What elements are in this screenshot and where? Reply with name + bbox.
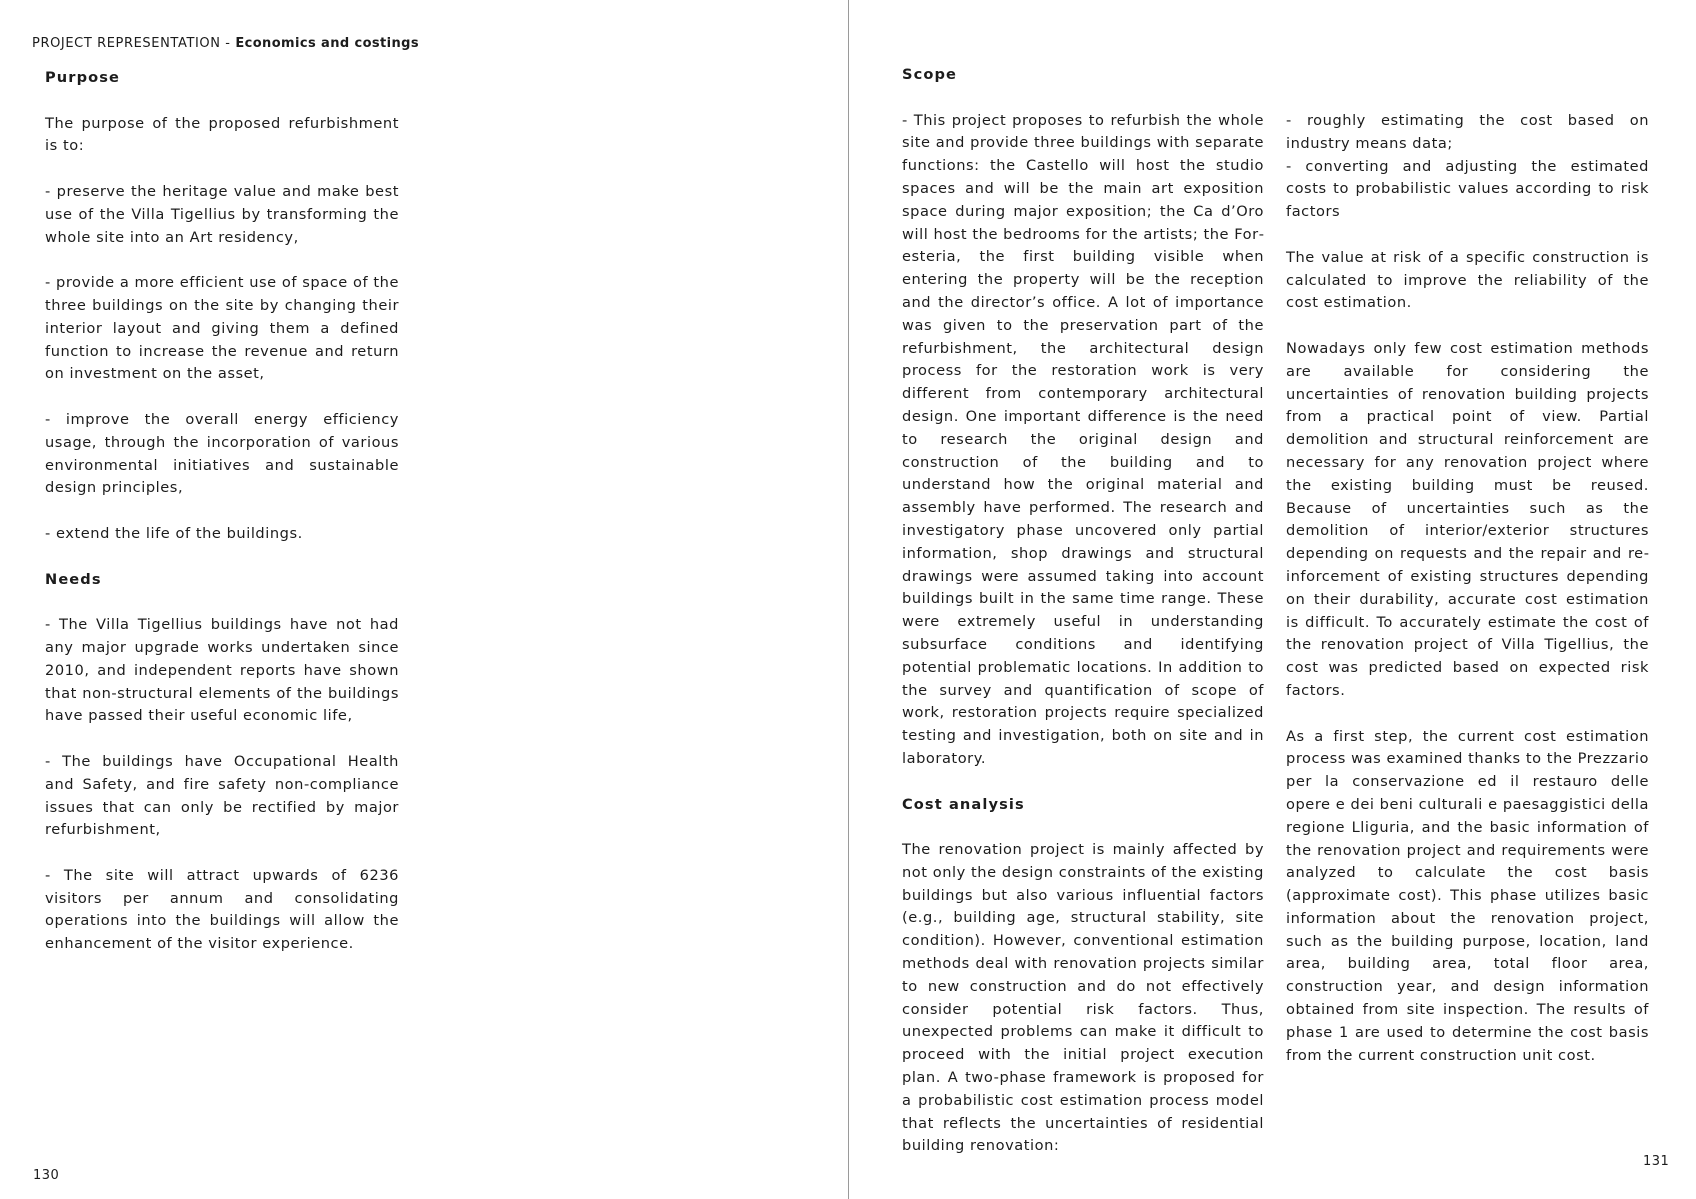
page-number-right: 131 — [1643, 1154, 1670, 1169]
right-page-column-one — [902, 64, 1264, 1158]
cost-analysis-paragraph: Nowadays only few cost estimation methods are available for considering the uncertainties of renovation building projects from a practical point of view. Partial demolition and structural reinforcement are necessary for any renovation project where the existing building must be reused. Because of uncertainties such as the demolition of interior/exterior structures depending on requests and the repair and reinforcement of existing structures depending on their durability, accurate cost estimation is difficult. To accurately estimate the cost of the renovation project of Villa Tigellius, the cost was predicted based on expected risk factors. — [1286, 339, 1649, 699]
cost-analysis-paragraph: The value at risk of a specific construction is calculated to improve the reliability of the cost estimation. — [1286, 248, 1649, 312]
left-page-column — [45, 67, 399, 956]
purpose-paragraph: - preserve the heritage value and make best use of the Villa Tigellius by transforming the whole site into an Art residency, — [45, 182, 399, 246]
purpose-paragraph: The purpose of the proposed refurbishment is to: — [45, 114, 399, 155]
cost-analysis-paragraph: The renovation project is mainly affected by not only the design constraints of the existing buildings but also various influential factors (e.g., building age, structural stability, site condition). However, conventional estimation methods deal with renovation projects similar to new construction and do not effectively consider potential risk factors. Thus, unexpected problems can make it difficult to proceed with the initial project execution plan. A two-phase framework is proposed for a probabilistic cost estimation process model that reflects the uncertainties of residential building renovation: — [902, 841, 1264, 1155]
scope-paragraph: - This project proposes to refurbish the whole site and provide three buildings with separate functions: the Castello will host the studio spaces and will be the main art exposition space during major exposition; the Ca d’Oro will host the bedrooms for the artists; the Foresteria, the first building visible when entering the property will be the reception and the director’s office. A lot of importance was given to the preservation part of the refurbishment, the architectural design process for the restoration work is very different from contemporary architectural design. One important difference is the need to research the original design and construction of the building and to understand how the original material and assembly have performed. The research and investigatory phase uncovered only partial information, shop drawings and structural drawings were assumed taking into account buildings built in the same time range. These were extremely useful in understanding subsurface conditions and identifying potential problematic locations. In addition to the survey and quantification of scope of work, restoration projects require specialized testing and investigation, both on site and in laboratory. — [902, 111, 1264, 767]
needs-paragraph: - The buildings have Occupational Health and Safety, and fire safety non-compliance issues that can only be rectified by major refurbishment, — [45, 752, 399, 839]
cost-analysis-heading: Cost analysis — [902, 795, 1025, 813]
page-gutter-divider — [848, 0, 849, 1199]
running-head — [32, 36, 419, 51]
cost-analysis-paragraph: As a first step, the current cost estimation process was examined thanks to the Prezzario per la conservazione ed il restauro delle opere e dei beni culturali e paesaggistici della regione Lliguria, and the basic information of the renovation project and requirements were analyzed to calculate the cost basis (approximate cost). This phase utilizes basic information about the renovation project, such as the building purpose, location, land area, building area, total floor area, construction year, and design information obtained from site inspection. The results of phase 1 are used to determine the cost basis from the current construction unit cost. — [1286, 727, 1649, 1064]
right-page-column-two — [1286, 110, 1649, 1067]
cost-method-list: - roughly estimating the cost based on industry means data; - converting and adjusting the estimated costs to probabilistic values according to risk factors — [1286, 112, 1649, 221]
purpose-heading: Purpose — [45, 69, 121, 86]
running-head-subsection: Economics and costings — [235, 36, 420, 51]
purpose-paragraph: - provide a more efficient use of space of the three buildings on the site by changing their interior layout and giving them a defined function to increase the revenue and return on investment on the asset, — [45, 274, 399, 383]
running-head-section: PROJECT REPRESENTATION - — [32, 36, 236, 51]
needs-heading: Needs — [45, 570, 102, 588]
scope-heading: Scope — [902, 66, 958, 83]
needs-paragraph: - The site will attract upwards of 6236 visitors per annum and consolidating operations into the buildings will allow the enhancement of the visitor experience. — [45, 866, 399, 953]
page-number-left: 130 — [33, 1168, 60, 1183]
purpose-paragraph: - extend the life of the buildings. — [45, 524, 303, 542]
purpose-paragraph: - improve the overall energy efficiency usage, through the incorporation of various environmental initiatives and sustainable design principles, — [45, 410, 399, 497]
needs-paragraph: - The Villa Tigellius buildings have not had any major upgrade works undertaken since 2010, and independent reports have shown that non-structural elements of the buildings have passed their useful economic life, — [45, 616, 399, 725]
